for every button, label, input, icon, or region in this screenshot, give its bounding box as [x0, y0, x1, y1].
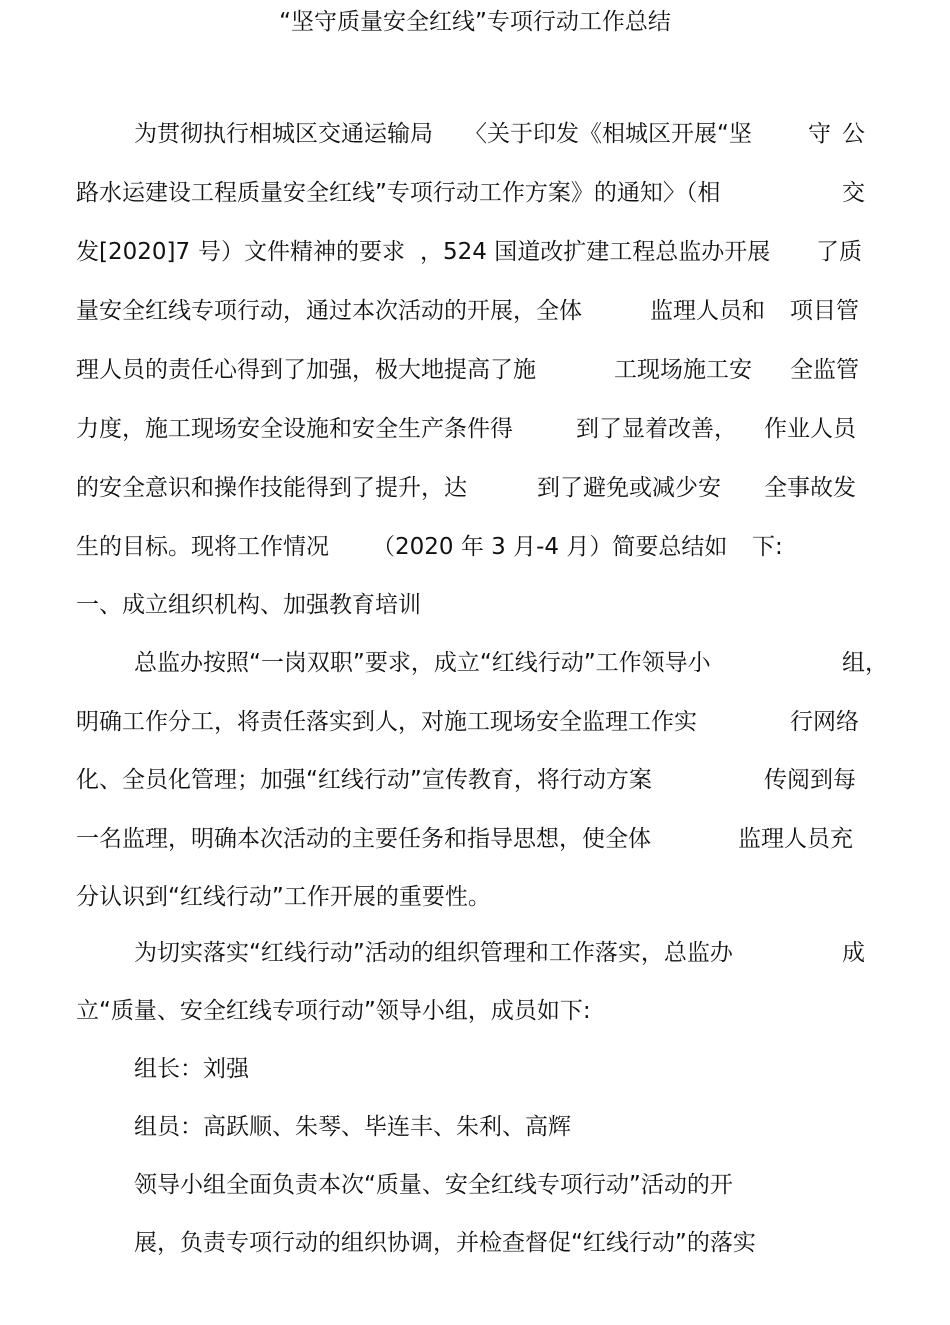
text-segment: 力度，施工现场安全设施和安全生产条件得 — [76, 416, 513, 442]
text-segment: 守 — [808, 121, 831, 147]
paragraph-line — [0, 530, 950, 564]
team-members-text: 组员：高跃顺、朱琴、毕连丰、朱利、高辉 — [134, 1114, 571, 1140]
paragraph-line — [0, 763, 950, 797]
text-segment: 作业人员 — [764, 416, 856, 442]
text-segment: 组， — [842, 650, 888, 676]
text-segment: 监理人员充 — [738, 826, 853, 852]
text-segment: 明确工作分工，将责任落实到人，对施工现场安全监理工作实 — [76, 709, 697, 735]
paragraph-line — [0, 994, 950, 1028]
text-segment: 监理人员和 — [650, 298, 765, 324]
paragraph-line — [0, 705, 950, 739]
paragraph-line — [0, 936, 950, 970]
text-segment: 了质 — [816, 239, 862, 265]
text-segment: 为贯彻执行相城区交通运输局 — [134, 121, 433, 147]
paragraph-line — [0, 471, 950, 505]
text-segment: 项目管 — [790, 298, 859, 324]
text-segment: 工现场施工安 — [614, 357, 752, 383]
team-leader-text: 组长：刘强 — [134, 1056, 249, 1082]
text-segment: 到了避免或减少安 — [537, 475, 721, 501]
text-segment: 成 — [842, 940, 865, 966]
text-segment: 为切实落实“红线行动”活动的组织管理和工作落实，总监办 — [134, 940, 733, 966]
text-segment: 号）文件精神的要求 — [198, 239, 405, 265]
text-segment: 公 — [842, 121, 865, 147]
text-segment: 量安全红线专项行动，通过本次活动的开展，全体 — [76, 298, 582, 324]
text-segment: 立“质量、安全红线专项行动”领导小组，成员如下: — [76, 998, 591, 1024]
text-segment: 发[2020]7 — [76, 239, 191, 265]
paragraph-line — [0, 646, 950, 680]
document-title: “坚守质量安全红线”专项行动工作总结 — [279, 9, 671, 35]
text-segment: （2020 年 3 月-4 月）简要总结如 — [372, 534, 728, 560]
section-heading — [0, 588, 950, 622]
paragraph-line — [0, 353, 950, 387]
text-segment: 分认识到“红线行动”工作开展的重要性。 — [76, 884, 491, 910]
text-segment: 总监办按照“一岗双职”要求，成立“红线行动”工作领导小 — [134, 650, 711, 676]
section-heading-text: 一、成立组织机构、加强教育培训 — [76, 592, 421, 618]
text-segment: 的安全意识和操作技能得到了提升，达 — [76, 475, 467, 501]
text-segment: 到了显着改善， — [576, 416, 737, 442]
paragraph-line — [0, 880, 950, 914]
paragraph-line — [0, 412, 950, 446]
text-segment: 生的目标。现将工作情况 — [76, 534, 329, 560]
text-segment: 理人员的责任心得到了加强，极大地提高了施 — [76, 357, 536, 383]
text-segment: 路水运建设工程质量安全红线”专项行动工作方案》的通知〉（相 — [76, 180, 721, 206]
text-segment: 展，负责专项行动的组织协调，并检查督促“红线行动”的落实 — [134, 1230, 756, 1256]
paragraph-line — [0, 822, 950, 856]
text-segment: 领导小组全面负责本次“质量、安全红线专项行动”活动的开 — [134, 1172, 733, 1198]
text-segment: 〈关于印发《相城区开展“坚 — [464, 121, 752, 147]
text-segment: 下: — [752, 534, 783, 560]
paragraph-line — [0, 1168, 950, 1202]
text-segment: 行网络 — [790, 709, 859, 735]
paragraph-line — [0, 1226, 950, 1260]
paragraph-line — [0, 235, 950, 269]
text-segment: 一名监理，明确本次活动的主要任务和指导思想，使全体 — [76, 826, 651, 852]
paragraph-line — [0, 176, 950, 210]
team-members-line — [0, 1110, 950, 1144]
paragraph-line — [0, 294, 950, 328]
paragraph-line — [0, 117, 950, 151]
text-segment: 化、全员化管理；加强“红线行动”宣传教育，将行动方案 — [76, 767, 652, 793]
text-segment: ，524 国道改扩建工程总监办开展 — [420, 239, 771, 265]
text-segment: 全事故发 — [764, 475, 856, 501]
text-segment: 传阅到每 — [764, 767, 856, 793]
team-leader-line — [0, 1052, 950, 1086]
text-segment: 交 — [842, 180, 865, 206]
text-segment: 全监管 — [790, 357, 859, 383]
